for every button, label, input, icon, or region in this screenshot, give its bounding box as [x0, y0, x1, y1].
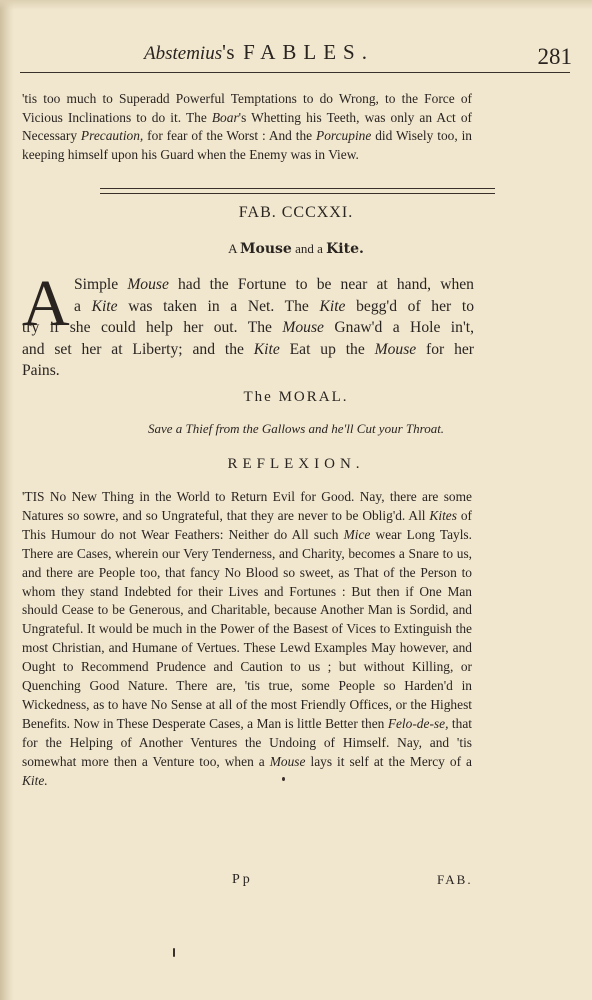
fable-line [22, 317, 474, 339]
text-run: Simple [74, 276, 128, 293]
fable-number: FAB. CCCXXI. [238, 204, 354, 221]
italic-run: Kite [319, 297, 346, 315]
text-run: of This Humour do not Wear Feathers: Neither do All such [22, 507, 472, 542]
italic-run: Mouse [374, 340, 417, 358]
catchword: FAB. [437, 872, 473, 887]
fable-line [22, 339, 474, 361]
italic-run: Mouse [269, 753, 306, 769]
ink-spot [282, 777, 285, 781]
page-number: 281 [537, 44, 572, 69]
text-run: 'tis too much to Superadd Powerful Temptations to do Wrong, to the Force of Vicious Inclinations to do it. The [22, 91, 472, 125]
fable-text [22, 267, 475, 382]
signature-mark: P p [232, 872, 250, 887]
italic-run: Kite [91, 297, 118, 315]
text-run: was taken in a Net. The [117, 297, 320, 315]
text-run: Gnaw'd a Hole in't, [323, 319, 474, 336]
italic-run: Kite [253, 340, 280, 358]
text-run: for her [416, 340, 475, 358]
text-run: had the Fortune to be near at hand, when [168, 276, 474, 293]
running-title [144, 40, 374, 65]
running-header [20, 36, 572, 76]
text-run: a [74, 297, 92, 315]
text-run: that for the Helping of Another Ventures the Undoing of Himself. Nay, and 'tis somewhat more then a Venture too, when a [22, 715, 472, 769]
italic-run: Kite. [22, 772, 48, 788]
header-rule [20, 72, 570, 73]
text-run: try if she could help her out. The [22, 319, 283, 336]
drop-cap: A [22, 267, 70, 340]
text-run: begg'd of her to [345, 297, 474, 315]
text-run: 's Whetting his Teeth, was only an Act of Necessary [22, 109, 473, 144]
blackletter-run: Mouse [240, 241, 292, 257]
reflexion-text [22, 488, 472, 791]
text-run: for fear of the Worst : And the [143, 128, 317, 144]
reflexion-heading: REFLEXION. [227, 456, 365, 472]
running-title-author: Abstemius [144, 43, 223, 64]
moral-text: Save a Thief from the Gallows and he'll Cut your Throat. [147, 421, 445, 436]
italic-run: Precaution, [80, 128, 144, 144]
moral-heading: The MORAL. [243, 389, 349, 405]
page-top-shadow [0, 0, 592, 10]
fable-title [0, 241, 592, 257]
text-run: A [228, 241, 241, 256]
fable-line [74, 274, 474, 296]
fable-line [74, 296, 474, 318]
ink-spot [173, 948, 175, 957]
text-run: and set her at Liberty; and the [22, 340, 254, 358]
section-divider [100, 188, 495, 194]
italic-run: Felo-de-se, [387, 715, 449, 731]
text-run: and a [291, 241, 327, 256]
fable-line: Pains. [22, 362, 60, 379]
italic-run: Mouse [127, 276, 169, 293]
blackletter-run: Kite. [326, 241, 364, 257]
italic-run: Kites [429, 507, 457, 523]
italic-run: Boar [211, 109, 239, 125]
text-run: 'TIS No New Thing in the World to Return Evil for Good. Nay, there are some Natures so sowre, and so Ungrateful, that they are never to be Oblig'd. All [22, 489, 472, 523]
page-gutter-shadow [0, 0, 14, 1000]
italic-run: Mice [343, 526, 371, 542]
text-run: did Wisely too, in keeping himself upon his Guard when the Enemy was in View. [22, 128, 472, 162]
italic-run: Porcupine [316, 128, 372, 144]
italic-run: Mouse [282, 319, 324, 336]
running-title-possessive: 's [222, 40, 236, 64]
text-run: wear Long Tayls. There are Cases, wherein our Very Tenderness, and Charity, becomes a Snare to us, and there are People too, that fancy No Blood so sweet, as That of the Person to whom they stand Indebted for their Lives and Fortunes : But then if One Man should Cease to be Generous, and Charitable, because Another Man is Sordid, and Ungrateful. It would be much in the Power of the Basest of Vices to Extinguish the most Christian, and Humane of Vertues. These Lewd Examples May however, and Ought to Recommend Prudence and Caution to us ; but without Killing, or Quenching Good Nature. There are, 'tis true, some People so Harden'd in Wickedness, as to have No Sense at all of the most Friendly Offices, or the Highest Benefits. Now in These Desperate Cases, a Man is little Better then [22, 526, 472, 731]
continued-paragraph [22, 90, 472, 164]
text-run: Eat up the [279, 340, 375, 358]
running-title-caps: FABLES. [243, 40, 374, 64]
text-run: lays it self at the Mercy of a [305, 753, 472, 769]
